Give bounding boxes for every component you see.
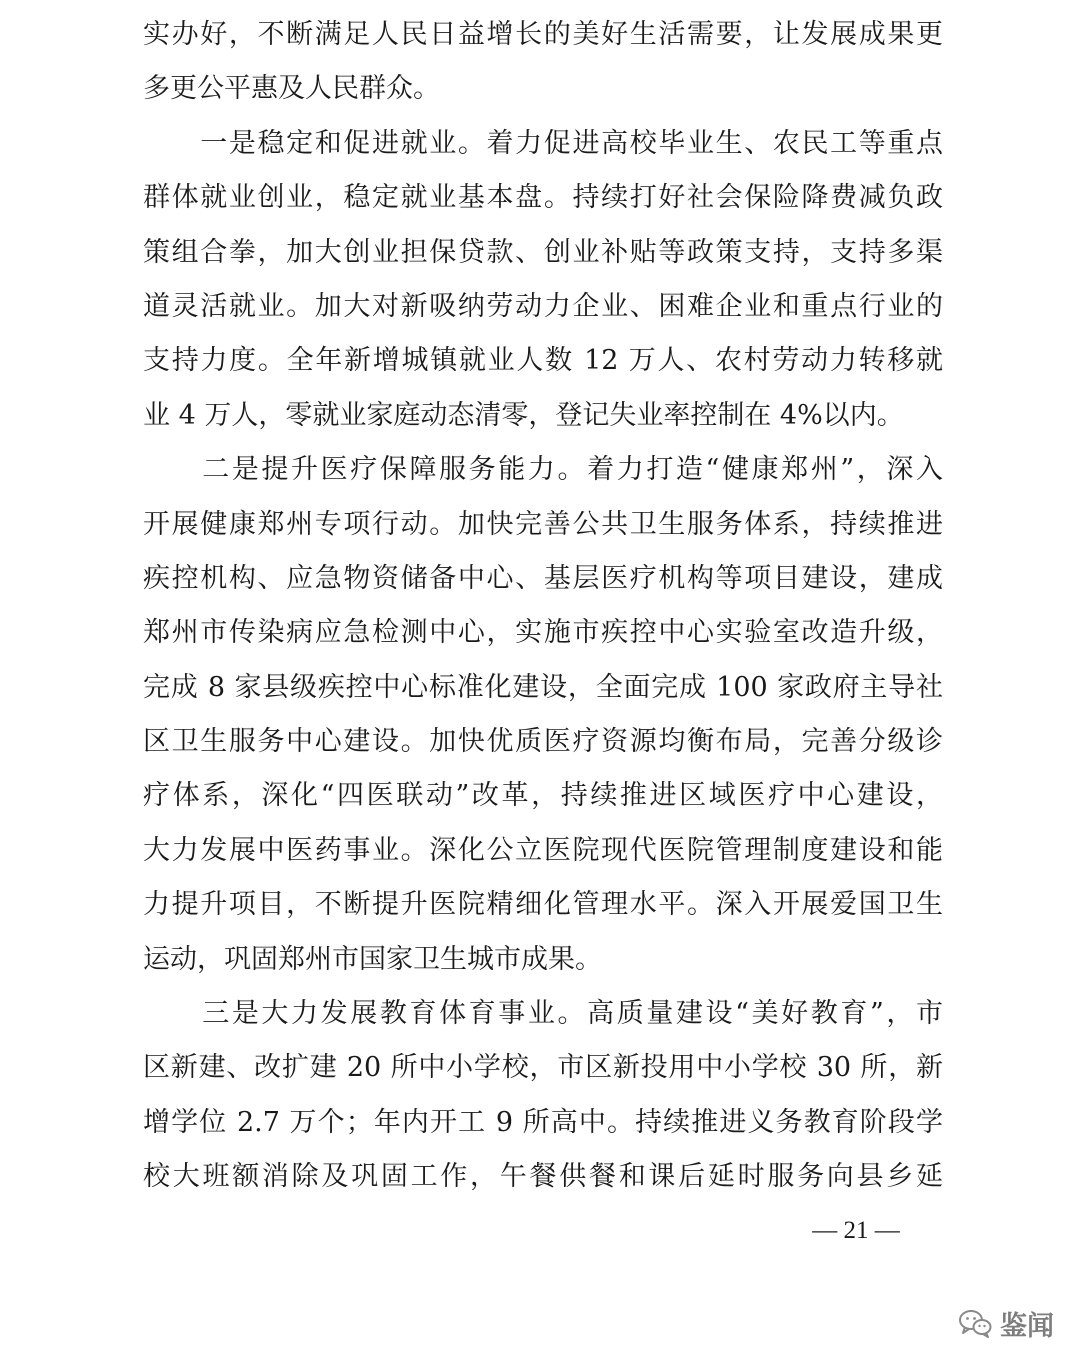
body-text: [143, 8, 943, 1205]
watermark-text: 鉴闻: [1000, 1310, 1054, 1342]
text-line-1: 实办好，不断满足人民日益增长的美好生活需要，让发展成果更: [143, 19, 943, 50]
text-line-18: 运动，巩固郑州市国家卫生城市成果。: [143, 943, 602, 975]
text-line-16: 大力发展中医药事业。深化公立医院现代医院管理制度建设和能: [143, 834, 943, 866]
text-line-4: 群体就业创业，稳定就业基本盘。持续打好社会保险降费减负政: [143, 182, 943, 214]
text-line-5: 策组合拳，加大创业担保贷款、创业补贴等政策支持，支持多渠: [143, 236, 943, 268]
text-line-21: 增学位 2.7 万个；年内开工 9 所高中。持续推进义务教育阶段学: [143, 1106, 943, 1138]
text-line-15: 疗体系，深化“四医联动”改革，持续推进区域医疗中心建设，: [143, 780, 943, 812]
text-line-11: 疾控机构、应急物资储备中心、基层医疗机构等项目建设，建成: [143, 562, 943, 594]
text-line-17: 力提升项目，不断提升医院精细化管理水平。深入开展爱国卫生: [143, 889, 943, 921]
text-line-13: 完成 8 家县级疾控中心标准化建设，全面完成 100 家政府主导社: [143, 671, 943, 703]
text-line-20: 区新建、改扩建 20 所中小学校，市区新投用中小学校 30 所，新: [143, 1052, 943, 1084]
text-line-6: 道灵活就业。加大对新吸纳劳动力企业、困难企业和重点行业的: [143, 290, 943, 322]
text-line-12: 郑州市传染病应急检测中心，实施市疾控中心实验室改造升级，: [143, 617, 943, 649]
text-line-8: 业 4 万人，零就业家庭动态清零，登记失业率控制在 4%以内。: [143, 399, 904, 431]
text-line-9: 二是提升医疗保障服务能力。着力打造“健康郑州”，深入: [143, 454, 943, 486]
text-line-3: 一是稳定和促进就业。着力促进高校毕业生、农民工等重点: [143, 127, 943, 159]
page-number: — 21 —: [812, 1217, 900, 1244]
text-line-22: 校大班额消除及巩固工作，午餐供餐和课后延时服务向县乡延: [143, 1161, 943, 1193]
text-line-19: 三是大力发展教育体育事业。高质量建设“美好教育”，市: [143, 998, 943, 1030]
text-line-2: 多更公平惠及人民群众。: [143, 73, 440, 105]
text-line-7: 支持力度。全年新增城镇就业人数 12 万人、农村劳动力转移就: [143, 345, 943, 377]
text-line-10: 开展健康郑州专项行动。加快完善公共卫生服务体系，持续推进: [143, 508, 943, 540]
source-watermark: [958, 1303, 1054, 1343]
text-line-14: 区卫生服务中心建设。加快优质医疗资源均衡布局，完善分级诊: [143, 726, 943, 758]
wechat-icon: [958, 1308, 992, 1338]
